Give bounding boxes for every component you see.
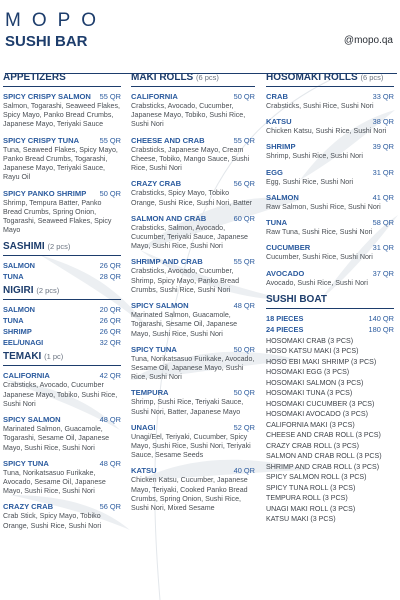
item-name: UNAGI — [131, 422, 156, 432]
section-title: TEMAKI (1 pc) — [3, 351, 121, 366]
section-title: MAKI ROLLS (6 pcs) — [131, 72, 255, 87]
menu-item — [3, 415, 121, 453]
list-item: SPICY SALMON ROLL (3 PCS) — [266, 473, 367, 482]
item-name: SPICY TUNA — [3, 458, 49, 468]
menu-column-right — [266, 72, 394, 528]
section-appetizers — [3, 72, 121, 235]
item-name: SHRIMP AND CRAB — [131, 257, 203, 267]
item-price: 50 QR — [233, 388, 255, 398]
menu-item — [266, 142, 394, 161]
item-price: 56 QR — [233, 179, 255, 189]
item-name: SALMON AND CRAB — [131, 213, 207, 223]
list-item: SHRIMP AND CRAB ROLL (3 PCS) — [266, 462, 380, 471]
item-description: Raw Salmon, Sushi Rice, Sushi Nori — [266, 202, 381, 211]
item-name: SPICY CRISPY TUNA — [3, 135, 80, 145]
item-price: 55 QR — [233, 135, 255, 145]
item-description: Marinated Salmon, Guacamole, Togarashi, Sesame Oil, Japanese Mayo, Sushi Rice, Sushi Nori — [3, 425, 110, 452]
list-item: HOSO KATSU MAKI (3 PCS) — [266, 347, 359, 356]
item-name: SHRIMP — [266, 142, 296, 152]
menu-item — [266, 193, 394, 212]
brand-logo: MOPO — [5, 10, 108, 31]
menu-item — [131, 214, 255, 252]
item-name: 18 PIECES — [266, 313, 304, 323]
item-price: 55 QR — [233, 257, 255, 267]
item-price: 180 QR — [368, 324, 394, 334]
menu-item — [3, 459, 121, 497]
menu-item — [131, 179, 255, 207]
item-price: 50 QR — [233, 92, 255, 101]
section-sushi-boat — [266, 294, 394, 525]
menu-item — [3, 92, 121, 130]
item-price: 38 QR — [372, 117, 394, 127]
item-price: 55 QR — [99, 92, 121, 101]
menu-item — [3, 327, 121, 336]
item-description: Crabsticks, Avocado, Cucumber Japanese Mayo, Tobiko, Sushi Rice, Sushi Nori — [3, 381, 118, 408]
menu-item — [266, 92, 394, 111]
menu-item — [131, 423, 255, 461]
list-item: HOSOMAKI SALMON (3 PCS) — [266, 378, 364, 387]
menu-item — [131, 136, 255, 174]
item-price: 31 QR — [372, 167, 394, 177]
item-description: Crabsticks, Avocado, Cucumber, Japanese Mayo, Tobiko, Sushi Rice, Sushi Nori — [131, 102, 246, 129]
item-description: Tuna, Seaweed Flakes, Spicy Mayo, Panko Bread Crumbs, Togarashi, Japanese Mayo, Teriyaki Sauce, Rayu Oil — [3, 145, 118, 182]
item-price: 48 QR — [99, 458, 121, 468]
menu-item — [266, 168, 394, 187]
list-item: TEMPURA ROLL (3 PCS) — [266, 494, 348, 503]
menu-item — [131, 257, 255, 295]
list-item: HOSOMAKI AVOCADO (3 PCS) — [266, 410, 368, 419]
item-description: Marinated Salmon, Guacamole, Togarashi, Sesame Oil, Japanese Mayo, Sushi Rice, Sushi Nori — [131, 311, 238, 338]
list-item: CRAZY CRAB ROLL (3 PCS) — [266, 441, 360, 450]
item-price: 20 QR — [99, 305, 121, 315]
list-item: HOSOMAKI CUCUMBER (3 PCS) — [266, 399, 375, 408]
item-name: SPICY SALMON — [131, 301, 189, 311]
item-name: CRAZY CRAB — [131, 179, 182, 189]
item-description: Avocado, Sushi Rice, Sushi Nori — [266, 278, 368, 287]
item-name: AVOCADO — [266, 268, 305, 278]
item-name: CALIFORNIA — [3, 371, 50, 381]
item-price: 39 QR — [372, 142, 394, 152]
item-price: 52 QR — [233, 422, 255, 432]
item-description: Tuna, Norikatsasuo Furikake, Avocado, Sesame Oil, Japanese Mayo, Sushi Rice, Sushi Nori — [3, 468, 106, 496]
item-name: CALIFORNIA — [131, 92, 178, 101]
menu-item — [3, 502, 121, 530]
list-item: CHEESE AND CRAB ROLL (3 PCS) — [266, 431, 381, 440]
item-name: SHRIMP — [3, 327, 32, 337]
list-item: HOSO EBI MAKI SHRIMP (3 PCS) — [266, 357, 377, 366]
menu-column-left — [3, 72, 121, 537]
menu-item — [266, 314, 394, 323]
social-handle: @mopo.qa — [343, 35, 393, 46]
item-description: Shrimp, Sushi Rice, Sushi Nori — [266, 152, 363, 161]
item-description: Shrimp, Tempura Batter, Panko Bread Crumbs, Spring Onion, Togarashi, Seaweed Flakes, Spicy Mayo — [3, 198, 112, 235]
item-price: 26 QR — [99, 261, 121, 271]
item-name: TEMPURA — [131, 388, 169, 398]
item-name: KATSU — [131, 466, 157, 476]
boat-contents-list — [266, 336, 394, 525]
menu-item — [131, 345, 255, 383]
item-description: Salmon, Togarashi, Seaweed Flakes, Spicy Mayo, Panko Bread Crumbs, Japanese Mayo, Teriyaki Sauce — [3, 102, 120, 129]
section-sashimi — [3, 241, 121, 281]
menu-item — [131, 92, 255, 130]
item-description: Unagi/Eel, Teriyaki, Cucumber, Spicy Mayo, Sushi Rice, Sushi Nori, Teriyaki Sauce, Sesame Seeds — [131, 432, 251, 460]
item-price: 26 QR — [99, 316, 121, 326]
item-description: Crabsticks, Spicy Mayo, Tobiko Orange, Sushi Rice, Sushi Nori, Batter — [131, 189, 253, 207]
header — [5, 6, 397, 70]
item-description: Crabsticks, Sushi Rice, Sushi Nori — [266, 102, 374, 110]
item-name: CHEESE AND CRAB — [131, 135, 205, 145]
brand-subtitle: SUSHI BAR — [5, 33, 88, 50]
section-title: NIGIRI (2 pcs) — [3, 285, 121, 300]
item-name: 24 PIECES — [266, 324, 304, 334]
item-price: 42 QR — [99, 371, 121, 381]
menu-item — [131, 301, 255, 339]
item-name: SPICY PANKO SHRIMP — [3, 188, 87, 198]
item-name: SALMON — [3, 305, 36, 315]
item-price: 50 QR — [99, 188, 121, 198]
menu-item — [266, 269, 394, 288]
item-description: Cucumber, Sushi Rice, Sushi Nori — [266, 253, 373, 262]
menu-item — [266, 243, 394, 262]
menu-item — [266, 117, 394, 136]
item-price: 32 QR — [99, 338, 121, 348]
menu-item — [3, 371, 121, 409]
item-price: 56 QR — [99, 502, 121, 512]
item-price: 48 QR — [233, 301, 255, 311]
menu-item — [3, 261, 121, 270]
list-item: SPICY TUNA ROLL (3 PCS) — [266, 483, 356, 492]
item-price: 50 QR — [233, 344, 255, 354]
item-name: SPICY SALMON — [3, 415, 61, 425]
menu-column-middle — [131, 72, 255, 519]
item-name: KATSU — [266, 117, 292, 127]
item-price: 31 QR — [372, 243, 394, 253]
item-name: SPICY CRISPY SALMON — [3, 92, 91, 101]
item-name: SPICY TUNA — [131, 344, 177, 354]
item-description: Crabsticks, Japanese Mayo, Cream Cheese, Tobiko, Mango Sauce, Sushi Rice, Sushi Nori — [131, 145, 250, 173]
list-item: UNAGI MAKI ROLL (3 PCS) — [266, 504, 356, 513]
menu-item — [266, 218, 394, 237]
list-item: HOSOMAKI EGG (3 PCS) — [266, 368, 350, 377]
item-name: TUNA — [3, 272, 24, 282]
menu-item — [3, 338, 121, 347]
section-title: HOSOMAKI ROLLS (6 pcs) — [266, 72, 394, 87]
item-description: Crabsticks, Avocado, Cucumber, Shrimp, Spicy Mayo, Panko Bread Crumbs, Sushi Rice, Sushi Nori — [131, 267, 240, 294]
item-price: 140 QR — [368, 313, 394, 323]
item-description: Chicken Katsu, Sushi Rice, Sushi Nori — [266, 127, 387, 136]
item-price: 58 QR — [372, 218, 394, 228]
item-price: 40 QR — [233, 466, 255, 476]
menu-item — [3, 305, 121, 314]
item-price: 48 QR — [99, 415, 121, 425]
item-price: 60 QR — [233, 213, 255, 223]
section-title: SUSHI BOAT — [266, 294, 394, 309]
item-price: 41 QR — [372, 192, 394, 202]
menu-item — [3, 136, 121, 183]
section-title: APPETIZERS — [3, 72, 121, 87]
menu-item — [3, 316, 121, 325]
list-item: SALMON AND CRAB ROLL (3 PCS) — [266, 452, 382, 461]
section-title: SASHIMI (2 pcs) — [3, 241, 121, 256]
item-name: SALMON — [266, 192, 299, 202]
item-name: CRAB — [266, 92, 288, 101]
item-price: 55 QR — [99, 135, 121, 145]
item-name: CRAZY CRAB — [3, 502, 54, 512]
item-name: EGG — [266, 167, 283, 177]
item-description: Tuna, Norikatsasuo Furikake, Avocado, Sesame Oil, Japanese Mayo, Sushi Rice, Sushi Nori — [131, 354, 255, 382]
item-name: TUNA — [3, 316, 24, 326]
item-description: Shrimp, Sushi Rice, Teriyaki Sauce, Sushi Nori, Batter, Japanese Mayo — [131, 398, 244, 416]
menu-item — [131, 388, 255, 416]
menu-item — [3, 272, 121, 281]
item-description: Chicken Katsu, Cucumber, Japanese Mayo, Teriyaki, Cooked Panko Bread Crumbs, Spring Onion, Sushi Rice, Sushi Nori, Mixed Sesame — [131, 476, 248, 513]
item-description: Crab Stick, Spicy Mayo, Tobiko Orange, Sushi Rice, Sushi Nori — [3, 512, 102, 530]
item-price: 37 QR — [372, 268, 394, 278]
section-maki-rolls — [131, 72, 255, 513]
section-hosomaki-rolls — [266, 72, 394, 288]
item-name: SALMON — [3, 261, 36, 271]
item-price: 26 QR — [99, 327, 121, 337]
item-description: Egg, Sushi Rice, Sushi Nori — [266, 177, 354, 186]
item-price: 33 QR — [372, 92, 394, 101]
menu-item — [266, 325, 394, 334]
section-nigiri — [3, 285, 121, 347]
list-item: KATSU MAKI (3 PCS) — [266, 514, 336, 523]
list-item: HOSOMAKI CRAB (3 PCS) — [266, 336, 354, 345]
item-price: 28 QR — [99, 272, 121, 282]
item-name: TUNA — [266, 218, 288, 228]
section-temaki — [3, 351, 121, 530]
menu-item — [3, 189, 121, 236]
item-description: Raw Tuna, Sushi Rice, Sushi Nori — [266, 228, 373, 237]
list-item: HOSOMAKI TUNA (3 PCS) — [266, 389, 353, 398]
item-name: CUCUMBER — [266, 243, 311, 253]
menu-item — [131, 466, 255, 513]
item-description: Crabsticks, Salmon, Avocado, Cucumber, Teriyaki Sauce, Japanese Mayo, Sushi Rice, Sushi Nori — [131, 223, 248, 251]
list-item: CALIFORNIA MAKI (3 PCS) — [266, 420, 355, 429]
item-name: EEL/UNAGI — [3, 338, 44, 348]
